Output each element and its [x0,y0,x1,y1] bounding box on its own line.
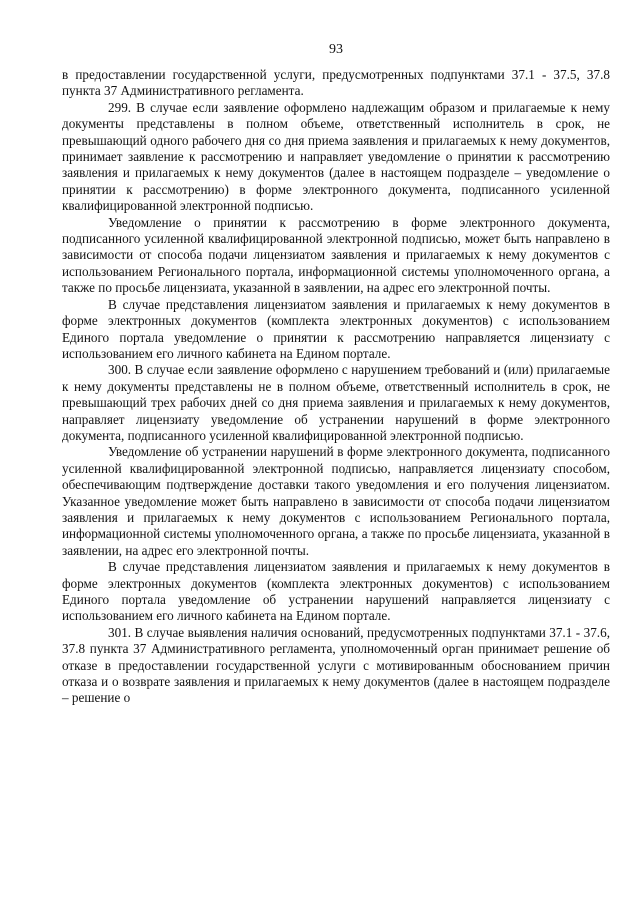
paragraph-299: 299. В случае если заявление оформлено надлежащим образом и прилагаемые к нему документы представлены в полном объеме, ответственный исполнитель в срок, не превышающий одного рабочего дня со дня приема заявления и прилагаемых к нему документов, принимает заявление к рассмотрению и направляет уведомление о принятии к рассмотрению заявления и прилагаемых к нему документов (далее в настоящем подразделе – уведомление о принятии к рассмотрению) в форме электронного документа, подписанного усиленной квалифицированной электронной подписью. [62,99,610,214]
page-number: 93 [329,42,343,57]
paragraph-notification-acceptance: Уведомление о принятии к рассмотрению в форме электронного документа, подписанного усиленной квалифицированной электронной подписью, может быть направлено в зависимости от способа подачи лицензиатом заявления и прилагаемых к нему документов с использованием Регионального портала, информационной системы уполномоченного органа, а также по просьбе лицензиата, указанной в заявлении, на адрес его электронной почты. [62,214,610,296]
paragraph-single-portal-acceptance: В случае представления лицензиатом заявления и прилагаемых к нему документов в форме электронных документов (комплекта электронных документов) с использованием Единого портала уведомление о принятии к рассмотрению направляется лицензиату с использованием его личного кабинета на Едином портале. [62,296,610,361]
paragraph-300: 300. В случае если заявление оформлено с нарушением требований и (или) прилагаемые к нему документы представлены не в полном объеме, ответственный исполнитель в срок, не превышающий трех рабочих дней со дня приема заявления и прилагаемых к нему документов, направляет лицензиату уведомление об устранении нарушений в форме электронного документа, подписанного усиленной квалифицированной электронной подписью. [62,362,610,443]
paragraph-301: 301. В случае выявления наличия оснований, предусмотренных подпунктами 37.1 - 37.6, 37.8 пункта 37 Административного регламента, уполномоченный орган принимает решение об отказе в предоставлении государственной услуги с мотивированным обоснованием причин отказа и о возврате заявления и прилагаемых к нему документов (далее в настоящем подразделе – решение о [62,624,610,706]
paragraph-continuation: в предоставлении государственной услуги, предусмотренных подпунктами 37.1 - 37.5, 37.8 пункта 37 Административного регламента. [62,67,610,99]
paragraph-notification-violations: Уведомление об устранении нарушений в форме электронного документа, подписанного усиленной квалифицированной электронной подписью, направляется лицензиату способом, обеспечивающим подтверждение доставки такого уведомления и его получения лицензиатом. Указанное уведомление может быть направлено в зависимости от способа подачи лицензиатом заявления и прилагаемых к нему документов с использованием Регионального портала, информационной системы уполномоченного органа, а также по просьбе лицензиата, указанной в заявлении, на адрес его электронной почты. [62,444,610,558]
paragraph-single-portal-violations: В случае представления лицензиатом заявления и прилагаемых к нему документов в форме электронных документов (комплекта электронных документов) с использованием Единого портала уведомление об устранении нарушений направляется лицензиату с использованием его личного кабинета на Едином портале. [62,559,610,624]
